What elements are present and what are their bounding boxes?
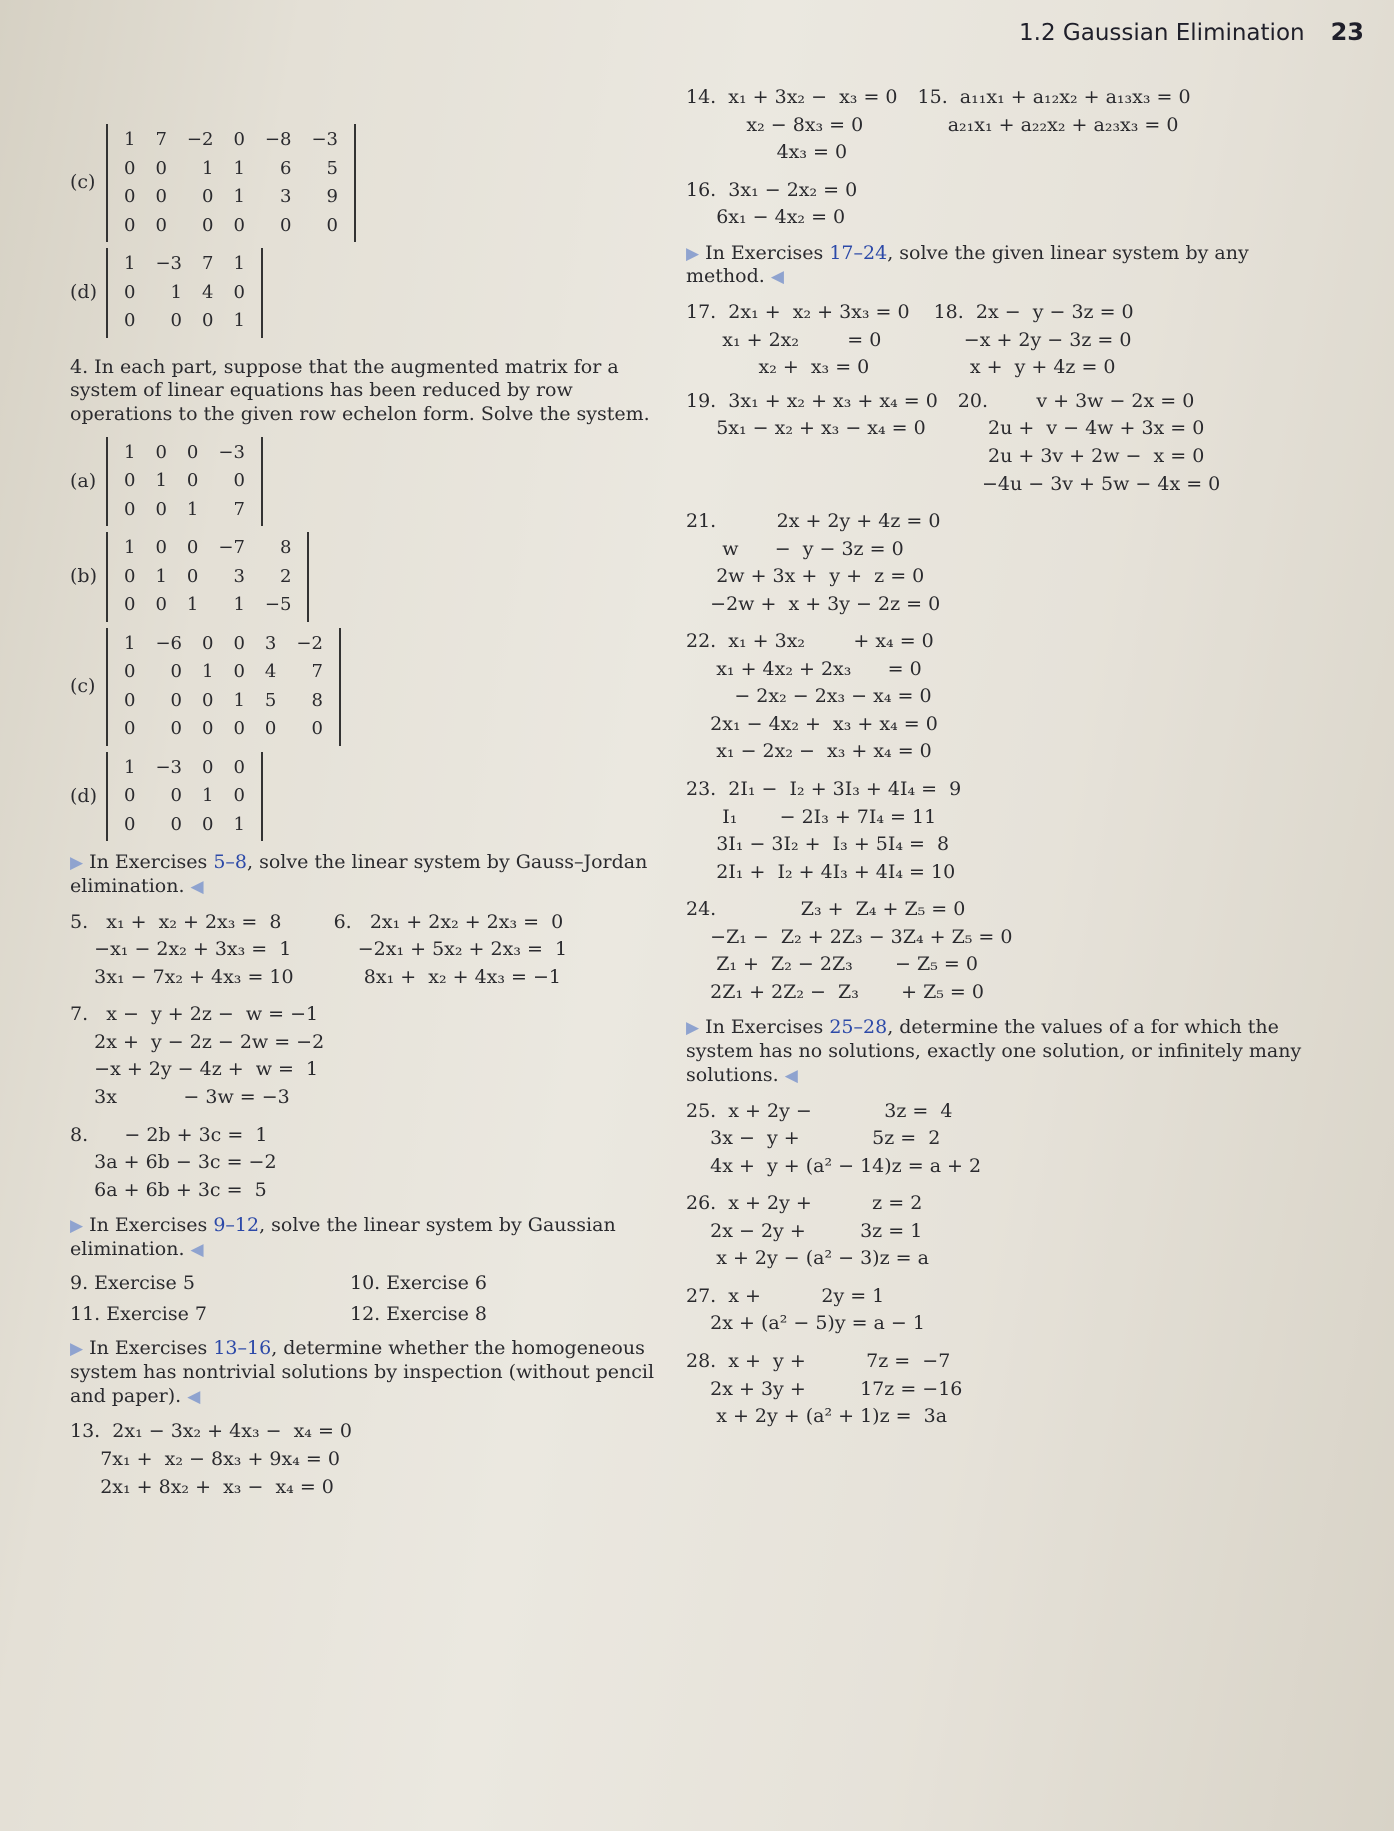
matrix-cell: 0: [202, 689, 214, 711]
matrix-cell: 0: [155, 537, 167, 559]
matrix-cell: 7: [155, 129, 167, 150]
matrix-cell: 0: [170, 689, 182, 711]
matrix-cell: 0: [202, 632, 214, 654]
matrix-cell: 1: [233, 689, 245, 711]
matrix-ex4-1: [70, 532, 660, 622]
page-number: 23: [1330, 18, 1364, 46]
matrix-cell: 0: [155, 157, 167, 179]
matrix-cell: 0: [124, 718, 136, 740]
matrix-cell: 0: [326, 214, 338, 236]
matrix-cell: 8: [280, 537, 292, 559]
matrix-bracket: [106, 752, 263, 842]
exercise-8: 8. − 2b + 3c = 1 3a + 6b − 3c = −2 6a + 6b + 3c = 5: [70, 1123, 277, 1201]
matrix-cell: 1: [124, 632, 136, 654]
matrix-cell: 1: [124, 253, 136, 274]
matrix-label: (d): [70, 280, 97, 303]
exercise-27: 27. x + 2y = 1 2x + (a² − 5)y = a − 1: [686, 1284, 925, 1335]
exercise-23: 23. 2I₁ − I₂ + 3I₃ + 4I₄ = 9 I₁ − 2I₃ + 7I₄ = 11 3I₁ − 3I₂ + I₃ + 5I₄ = 8 2I₁ + I₂ + 4I₃ + 4I₄ = 10: [686, 777, 962, 883]
matrix-cell: 0: [170, 661, 182, 683]
matrix-cell: 0: [233, 756, 245, 778]
matrix-cell: 0: [233, 785, 245, 807]
exercise-28: 28. x + y + 7z = −7 2x + 3y + 17z = −16 x + 2y + (a² + 1)z = 3a: [686, 1349, 963, 1428]
matrix-ex4-2: [70, 628, 660, 746]
matrix-cell: 0: [233, 281, 245, 303]
matrix-cell: −2: [186, 129, 214, 150]
matrix-cell: 5: [264, 689, 277, 711]
matrix-cell: −6: [155, 632, 182, 654]
matrix-cell: 0: [186, 537, 199, 559]
matrix-cell: −3: [155, 756, 182, 778]
matrix-bracket: [106, 532, 309, 622]
exercise-20: 20. v + 3w − 2x = 0 2u + v − 4w + 3x = 0 2u + 3v + 2w − x = 0 −4u − 3v + 5w − 4x = 0: [957, 389, 1221, 495]
instruction-17-24: ▶ In Exercises 17–24, solve the given linear system by any method. ◀: [686, 241, 1249, 288]
matrix-cell: −3: [218, 441, 245, 463]
matrix-cell: 1: [202, 661, 214, 683]
matrix-cell: 0: [124, 470, 136, 492]
matrix-cell: 0: [124, 813, 136, 835]
exercise-9: 9. Exercise 5: [70, 1271, 195, 1294]
exercise-26: 26. x + 2y + z = 2 2x − 2y + 3z = 1 x + 2y − (a² − 3)z = a: [686, 1192, 929, 1270]
matrix-cell: 0: [186, 470, 199, 492]
matrix-label: (d): [70, 784, 97, 807]
matrix-cell: 7: [311, 661, 323, 683]
matrix-ex4-3: [70, 752, 660, 842]
exercise-13: 13. 2x₁ − 3x₂ + 4x₃ − x₄ = 0 7x₁ + x₂ − 8x₃ + 9x₄ = 0 2x₁ + 8x₂ + x₃ − x₄ = 0: [70, 1420, 353, 1498]
exercise-24: 24. Z₃ + Z₄ + Z₅ = 0 −Z₁ − Z₂ + 2Z₃ − 3Z₄ + Z₅ = 0 Z₁ + Z₂ − 2Z₃ − Z₅ = 0 2Z₁ + 2Z₂ − Z₃ + Z₅ = 0: [686, 898, 1013, 1003]
matrix-cell: 7: [202, 253, 214, 274]
matrix-cell: 3: [280, 186, 292, 207]
matrix-cell: 0: [124, 214, 136, 236]
matrix-cell: 0: [124, 186, 136, 207]
matrix-cell: 0: [202, 310, 214, 331]
exercise-7: 7. x − y + 2z − w = −1 2x + y − 2z − 2w = −2 −x + 2y − 4z + w = 1 3x − 3w = −3: [70, 1003, 325, 1109]
exercises-14-15: [686, 84, 1316, 167]
matrix-label: (a): [70, 469, 97, 492]
matrix-cell: 0: [124, 281, 136, 303]
matrix-cell: 1: [233, 157, 245, 179]
matrix-cell: 1: [233, 310, 245, 331]
matrix-cell: 1: [233, 594, 245, 616]
exercises-5-6: [70, 909, 660, 992]
matrix-cell: 0: [233, 129, 245, 150]
matrix-cell: 0: [155, 594, 167, 616]
matrix-cell: 0: [170, 310, 182, 331]
exercise-15: 15. a₁₁x₁ + a₁₂x₂ + a₁₃x₃ = 0 a₂₁x₁ + a₂₂x₂ + a₂₃x₃ = 0: [917, 86, 1191, 136]
matrix-cell: 1: [155, 565, 167, 587]
exercise-19: 19. 3x₁ + x₂ + x₃ + x₄ = 0 5x₁ − x₂ + x₃ − x₄ = 0: [686, 389, 938, 440]
matrix-cell: 1: [124, 756, 136, 778]
matrix-cell: 1: [202, 785, 214, 807]
matrix-cell: 7: [233, 498, 245, 520]
matrix-cell: 0: [124, 498, 136, 520]
exercises-9-12: [70, 1272, 660, 1328]
exercise-18: 18. 2x − y − 3z = 0 −x + 2y − 3z = 0 x + y + 4z = 0: [933, 301, 1134, 379]
exercise-21: 21. 2x + 2y + 4z = 0 w − y − 3z = 0 2w + 3x + y + z = 0 −2w + x + 3y − 2z = 0: [686, 510, 941, 615]
right-column: [686, 84, 1316, 1431]
exercise-12: 12. Exercise 8: [350, 1303, 488, 1326]
exercise-4-text: 4. In each part, suppose that the augmented matrix for a system of linear equations has been reduced by row operations to the given row echelon form. Solve the system.: [70, 355, 650, 425]
matrix-cell: 0: [155, 214, 167, 236]
exercise-22: 22. x₁ + 3x₂ + x₄ = 0 x₁ + 4x₂ + 2x₃ = 0 − 2x₂ − 2x₃ − x₄ = 0 2x₁ − 4x₂ + x₃ + x₄ = 0 x₁ − 2x₂ − x₃ + x₄ = 0: [686, 630, 938, 763]
matrix-cell: 0: [170, 813, 182, 835]
exercise-17: 17. 2x₁ + x₂ + 3x₃ = 0 x₁ + 2x₂ = 0 x₂ + x₃ = 0: [686, 301, 910, 379]
matrix-label: (b): [70, 565, 97, 587]
matrix-cell: 0: [186, 441, 199, 463]
matrix-cell: 0: [264, 718, 277, 740]
matrix-cell: 0: [233, 718, 245, 740]
matrix-cell: 1: [155, 470, 167, 492]
matrix-cell: 5: [326, 157, 338, 179]
matrix-bracket: [106, 437, 263, 527]
matrix-bracket: [106, 124, 356, 242]
instruction-9-12: ▶ In Exercises 9–12, solve the linear system by Gaussian elimination. ◀: [70, 1214, 616, 1260]
matrix-cell: 8: [311, 689, 323, 711]
matrix-label: (c): [70, 674, 96, 697]
matrix-cell: 1: [233, 813, 245, 835]
matrix-cell: 1: [124, 537, 136, 559]
matrix-cell: 0: [202, 186, 214, 207]
matrix-cell: 4: [202, 281, 214, 303]
instruction-13-16: ▶ In Exercises 13–16, determine whether the homogeneous system has nontrivial solutions by inspection (without pencil and paper). ◀: [70, 1337, 655, 1407]
exercise-11: 11. Exercise 7: [70, 1303, 208, 1326]
matrix-cell: −8: [264, 129, 292, 150]
matrix-bracket: [106, 248, 263, 338]
matrix-cell: −2: [296, 632, 323, 654]
matrices-top: [70, 124, 660, 338]
matrix-label: (c): [70, 171, 96, 193]
matrix-cell: 0: [311, 718, 323, 740]
matrix-cell: 4: [264, 661, 277, 683]
matrix-top-0: [70, 124, 660, 242]
running-header: [1019, 18, 1364, 46]
matrix-cell: 0: [124, 689, 136, 711]
matrix-cell: 0: [124, 157, 136, 179]
instruction-25-28: ▶ In Exercises 25–28, determine the values of a for which the system has no solutions, exactly one solution, or infinitely many solutions. ◀: [686, 1016, 1302, 1086]
matrix-cell: 0: [233, 470, 245, 492]
matrix-cell: −3: [311, 129, 338, 150]
matrix-cell: 0: [124, 594, 136, 616]
matrix-cell: 0: [202, 718, 214, 740]
exercise-5: 5. x₁ + x₂ + 2x₃ = 8 −x₁ − 2x₂ + 3x₃ = 1 3x₁ − 7x₂ + 4x₃ = 10: [70, 910, 294, 988]
matrix-cell: −5: [264, 594, 292, 616]
matrix-cell: 9: [326, 186, 338, 207]
matrix-cell: 2: [280, 565, 292, 587]
matrix-cell: 1: [124, 441, 136, 463]
matrices-ex4: [70, 437, 660, 842]
matrix-cell: 0: [155, 441, 167, 463]
matrix-cell: 0: [233, 214, 245, 236]
section-title: 1.2 Gaussian Elimination: [1019, 20, 1305, 46]
matrix-cell: 0: [155, 498, 167, 520]
matrix-ex4-0: [70, 437, 660, 527]
matrix-cell: 3: [233, 565, 245, 587]
matrix-cell: −3: [155, 253, 182, 274]
left-column: [70, 118, 660, 1501]
matrix-cell: −7: [218, 537, 245, 559]
matrix-cell: 0: [280, 214, 292, 236]
matrix-cell: 0: [186, 565, 199, 587]
matrix-cell: 6: [280, 157, 292, 179]
matrix-cell: 0: [202, 214, 214, 236]
matrix-cell: 0: [124, 661, 136, 683]
matrix-cell: 0: [124, 785, 136, 807]
matrix-cell: 0: [124, 565, 136, 587]
matrix-top-1: [70, 248, 660, 338]
matrix-cell: 1: [186, 498, 199, 520]
matrix-cell: 3: [264, 632, 277, 654]
exercises-17-18: [686, 299, 1316, 382]
matrix-cell: 1: [233, 253, 245, 274]
exercise-10: 10. Exercise 6: [350, 1271, 488, 1294]
exercise-16: 16. 3x₁ − 2x₂ = 0 6x₁ − 4x₂ = 0: [686, 178, 858, 229]
matrix-cell: 1: [170, 281, 182, 303]
matrix-cell: 0: [233, 661, 245, 683]
matrix-cell: 1: [202, 157, 214, 179]
matrix-cell: 1: [186, 594, 199, 616]
matrix-cell: 0: [155, 186, 167, 207]
matrix-cell: 0: [124, 310, 136, 331]
matrix-cell: 0: [202, 813, 214, 835]
matrix-cell: 1: [233, 186, 245, 207]
matrix-cell: 1: [124, 129, 136, 150]
matrix-cell: 0: [170, 785, 182, 807]
exercise-14: 14. x₁ + 3x₂ − x₃ = 0 x₂ − 8x₃ = 0 4x₃ = 0: [686, 86, 898, 164]
matrix-bracket: [106, 628, 341, 746]
exercises-19-20: [686, 388, 1316, 498]
exercise-6: 6. 2x₁ + 2x₂ + 2x₃ = 0 −2x₁ + 5x₂ + 2x₃ = 1 8x₁ + x₂ + 4x₃ = −1: [333, 910, 568, 988]
matrix-cell: 0: [170, 718, 182, 740]
matrix-cell: 0: [233, 632, 245, 654]
matrix-cell: 0: [202, 756, 214, 778]
exercise-25: 25. x + 2y − 3z = 4 3x − y + 5z = 2 4x + y + (a² − 14)z = a + 2: [686, 1099, 982, 1177]
instruction-5-8: ▶ In Exercises 5–8, solve the linear system by Gauss–Jordan elimination. ◀: [70, 851, 648, 897]
